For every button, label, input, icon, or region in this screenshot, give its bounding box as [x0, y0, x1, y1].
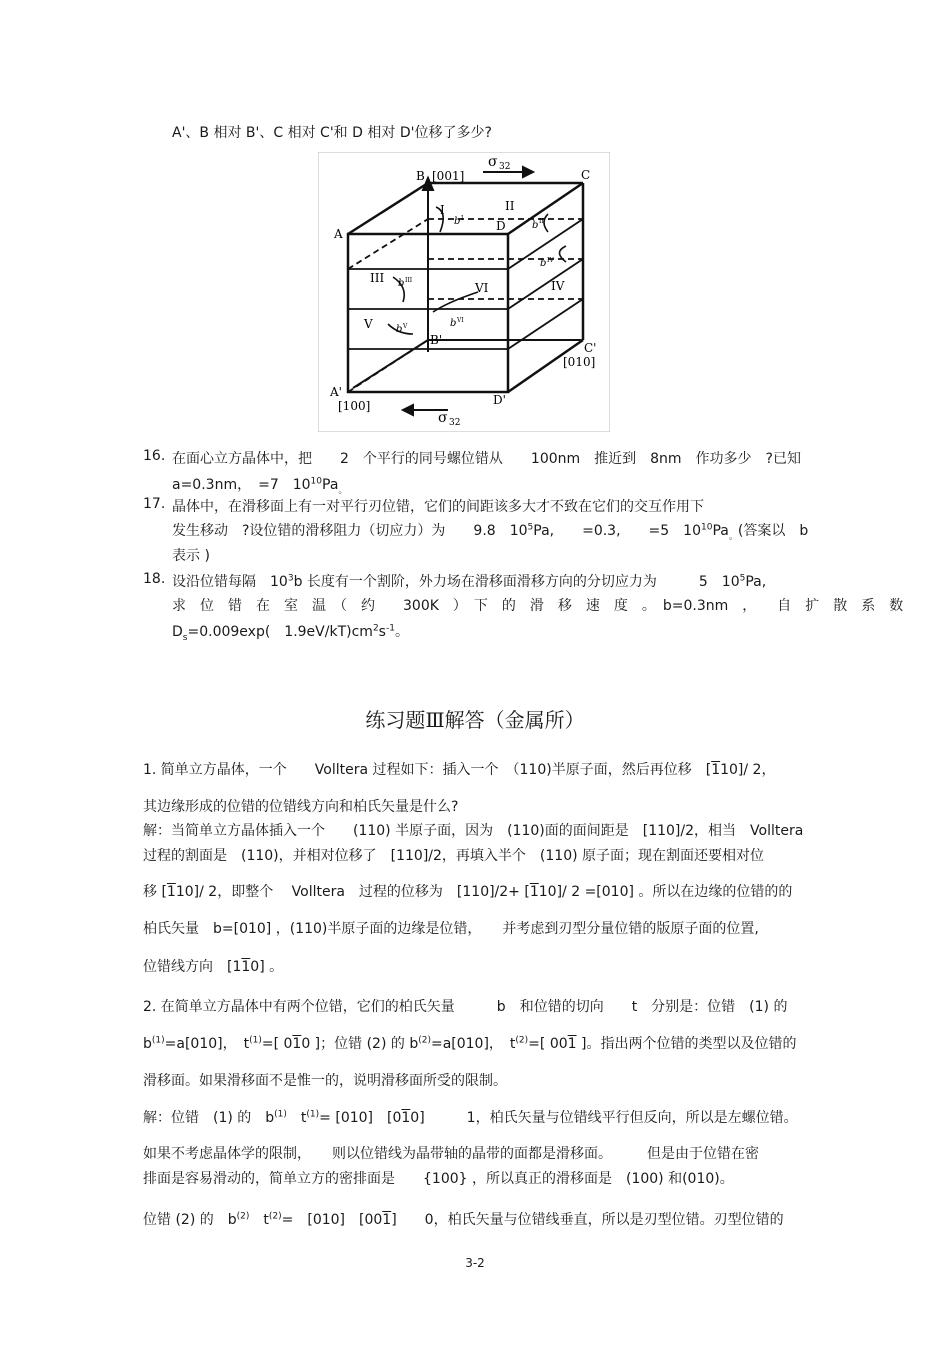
label-dir-010: [010]: [563, 355, 596, 369]
problem-16-line-1: 在面心立方晶体中，把 2 个平行的同号螺位错从 100nm 推近到 8nm 作功多少 ?已知: [172, 451, 801, 467]
text-span: t: [249, 1212, 269, 1228]
text-span: = [010] [0: [319, 1110, 402, 1126]
label-b-iv: b: [540, 258, 547, 269]
text-span: 设沿位错每隔 10: [172, 574, 288, 590]
label-b-ii-sup: II: [539, 218, 544, 225]
answer-1-line-5: [143, 881, 792, 901]
text-span: Pa: [322, 477, 339, 493]
problem-17-line-2: [172, 520, 808, 540]
label-a-prime: A': [330, 385, 342, 399]
text-span: 10]/ 2，即整个 Volltera 过程的位移为 [110]/2+ [: [175, 884, 530, 900]
figure-svg: [318, 152, 610, 432]
label-sigma-bottom-sub: 32: [449, 418, 461, 428]
overbar-digit: 1: [382, 1212, 392, 1228]
label-a: A: [334, 227, 343, 241]
answer-1-line-1: [143, 759, 775, 779]
label-v: V: [364, 317, 373, 331]
problem-17-line-1: 晶体中，在滑移面上有一对平行刃位错，它们的间距该多大才不致在它们的交互作用下: [172, 499, 704, 515]
label-i: I: [440, 203, 445, 217]
text-span: s: [378, 624, 386, 640]
superscript: 2: [372, 623, 379, 634]
problem-16-line-2: [172, 474, 347, 494]
label-c: C: [581, 168, 591, 182]
superscript: 10: [310, 476, 322, 487]
intro-question: A'、B 相对 B'、C 相对 C'和 D 相对 D'位移了多少?: [172, 125, 492, 141]
answer-1-line-7: [143, 956, 283, 976]
label-d-prime: D': [493, 393, 506, 407]
text-span: a=0.3nm， =7 10: [172, 477, 311, 493]
text-span: 10]/ 2 =[010] 。所以在边缘的位错的的: [538, 884, 793, 900]
text-span: 10]/ 2，: [720, 762, 776, 778]
text-span: 位错线方向 [1: [143, 959, 242, 975]
label-b-i: b: [454, 216, 461, 227]
text-span: =[ 00: [528, 1036, 568, 1052]
label-b-v: b: [396, 324, 403, 335]
label-b-i-sup: I: [461, 215, 464, 222]
problem-18-line-2: 求 位 错 在 室 温 （ 约 300K ） 下 的 滑 移 速 度 。 b=0.3nm ， 自 扩 散 系 数: [172, 598, 904, 614]
label-b-v-sup: V: [403, 323, 408, 330]
problem-16-number: 16.: [143, 448, 166, 464]
problem-17-number: 17.: [143, 496, 166, 512]
text-span: 0] 1，柏氏矢量与位错线平行但反向，所以是左螺位错。: [410, 1110, 798, 1126]
superscript: (1): [274, 1109, 287, 1120]
answer-2-line-3: 滑移面。如果滑移面不是惟一的，说明滑移面所受的限制。: [143, 1073, 507, 1089]
section-heading: 练习题Ⅲ解答（金属所）: [365, 708, 585, 732]
overbar-digit: 1: [241, 959, 251, 975]
label-sigma-top: σ: [488, 154, 498, 170]
answer-1-line-6: 柏氏矢量 b=[010] ，(110)半原子面的边缘是位错， 并考虑到刃型分量位错的版原子面的位置,: [143, 921, 759, 937]
label-b-iii-sup: III: [405, 277, 413, 284]
text-span: ]。指出两个位错的类型以及位错的: [576, 1036, 797, 1052]
label-b-ii: b: [532, 220, 539, 231]
text-span: 0] 。: [250, 959, 284, 975]
text-span: 。: [394, 624, 409, 640]
text-span: ] 0，柏氏矢量与位错线垂直，所以是刃型位错。刃型位错的: [391, 1212, 784, 1228]
answer-1-line-3: 解：当简单立方晶体插入一个 (110) 半原子面，因为 (110)面的面间距是 [110]/2，相当 Volltera: [143, 823, 804, 839]
label-d: D: [496, 219, 506, 233]
text-span: 位错 (2) 的 b: [143, 1212, 237, 1228]
subscript: s: [182, 632, 188, 643]
superscript: (1): [249, 1035, 262, 1046]
superscript: 5: [527, 522, 534, 533]
answer-2-line-5: 如果不考虑晶体学的限制， 则以位错线为晶带轴的晶带的面都是滑移面。 但是由于位错在密: [143, 1146, 759, 1162]
label-b-prime: B': [430, 333, 443, 347]
text-span: (答案以 b: [737, 523, 809, 539]
overbar-digit: 1: [401, 1110, 411, 1126]
label-c-prime: C': [584, 341, 597, 355]
overbar-digit: 1: [711, 762, 721, 778]
text-span: =[ 0: [261, 1036, 293, 1052]
problem-17-line-3: 表示 ): [172, 548, 210, 564]
superscript: 10: [701, 522, 713, 533]
text-span: = [010] [00: [281, 1212, 383, 1228]
text-span: b: [143, 1036, 152, 1052]
label-b-iv-sup: IV: [547, 257, 554, 264]
text-span: D: [172, 624, 183, 640]
crystal-dislocation-figure: [318, 152, 610, 432]
subscript: 。: [728, 531, 738, 542]
superscript: (2): [418, 1035, 431, 1046]
label-dir-100: [100]: [338, 399, 371, 413]
label-iii: III: [370, 271, 385, 285]
label-iv: IV: [551, 279, 565, 293]
text-span: =a[010]， t: [430, 1036, 516, 1052]
text-span: b 长度有一个割阶，外力场在滑移面滑移方向的分切应力为 5 10: [293, 574, 740, 590]
problem-18-line-3: [172, 621, 409, 641]
text-span: 0 ]；位错 (2) 的 b: [301, 1036, 419, 1052]
superscript: (1): [306, 1109, 320, 1120]
overbar-digit: 1: [292, 1036, 302, 1052]
label-b: B: [416, 169, 425, 183]
text-span: 移 [: [143, 884, 167, 900]
page-number: 3-2: [465, 1256, 485, 1270]
answer-1-line-4: 过程的割面是 (110)，并相对位移了 [110]/2，再填入半个 (110) 原子面；现在割面还要相对位: [143, 848, 765, 864]
superscript: 3: [287, 573, 294, 584]
subscript: 。: [338, 485, 348, 496]
label-b-vi-sup: VI: [457, 317, 464, 324]
text-span: Pa, =0.3, =5 10: [533, 523, 701, 539]
label-b-vi: b: [450, 318, 457, 329]
label-sigma-top-sub: 32: [499, 162, 511, 172]
text-span: 发生移动 ?设位错的滑移阻力（切应力）为 9.8 10: [172, 523, 528, 539]
answer-2-line-4: [143, 1107, 798, 1127]
superscript: (2): [515, 1035, 529, 1046]
text-span: =0.009exp( 1.9eV/kT)cm: [187, 624, 373, 640]
answer-2-line-1: 2. 在简单立方晶体中有两个位错，它们的柏氏矢量 b 和位错的切向 t 分别是：位错 (1) 的: [143, 999, 788, 1015]
overbar-digit: 1: [166, 884, 176, 900]
superscript: 5: [739, 573, 746, 584]
overbar-digit: 1: [529, 884, 539, 900]
answer-2-line-2: [143, 1033, 796, 1053]
text-span: Pa,: [745, 574, 767, 590]
superscript: (2): [268, 1211, 282, 1222]
superscript: (1): [151, 1035, 165, 1046]
superscript: (2): [236, 1211, 250, 1222]
problem-18-line-1: [172, 571, 766, 591]
text-span: 1. 简单立方晶体，一个 Volltera 过程如下：插入一个 （110)半原子面，然后再位移 [: [143, 762, 712, 778]
label-b-iii: b: [398, 278, 405, 289]
label-vi: VI: [475, 281, 489, 295]
answer-2-line-6: 排面是容易滑动的，简单立方的密排面是 {100} ，所以真正的滑移面是 (100) 和(010)。: [143, 1171, 734, 1187]
label-ii: II: [505, 199, 515, 213]
text-span: =a[010]， t: [164, 1036, 250, 1052]
text-span: 解：位错 (1) 的 b: [143, 1110, 275, 1126]
label-b-dir: [001]: [432, 169, 465, 183]
answer-1-line-2: 其边缘形成的位错的位错线方向和柏氏矢量是什么?: [143, 799, 459, 815]
text-span: t: [286, 1110, 307, 1126]
problem-18-number: 18.: [143, 571, 166, 587]
superscript: -1: [385, 623, 395, 634]
text-span: Pa: [712, 523, 729, 539]
overbar-digit: 1: [567, 1036, 577, 1052]
answer-2-line-7: [143, 1209, 784, 1229]
label-sigma-bottom: σ: [438, 410, 448, 426]
